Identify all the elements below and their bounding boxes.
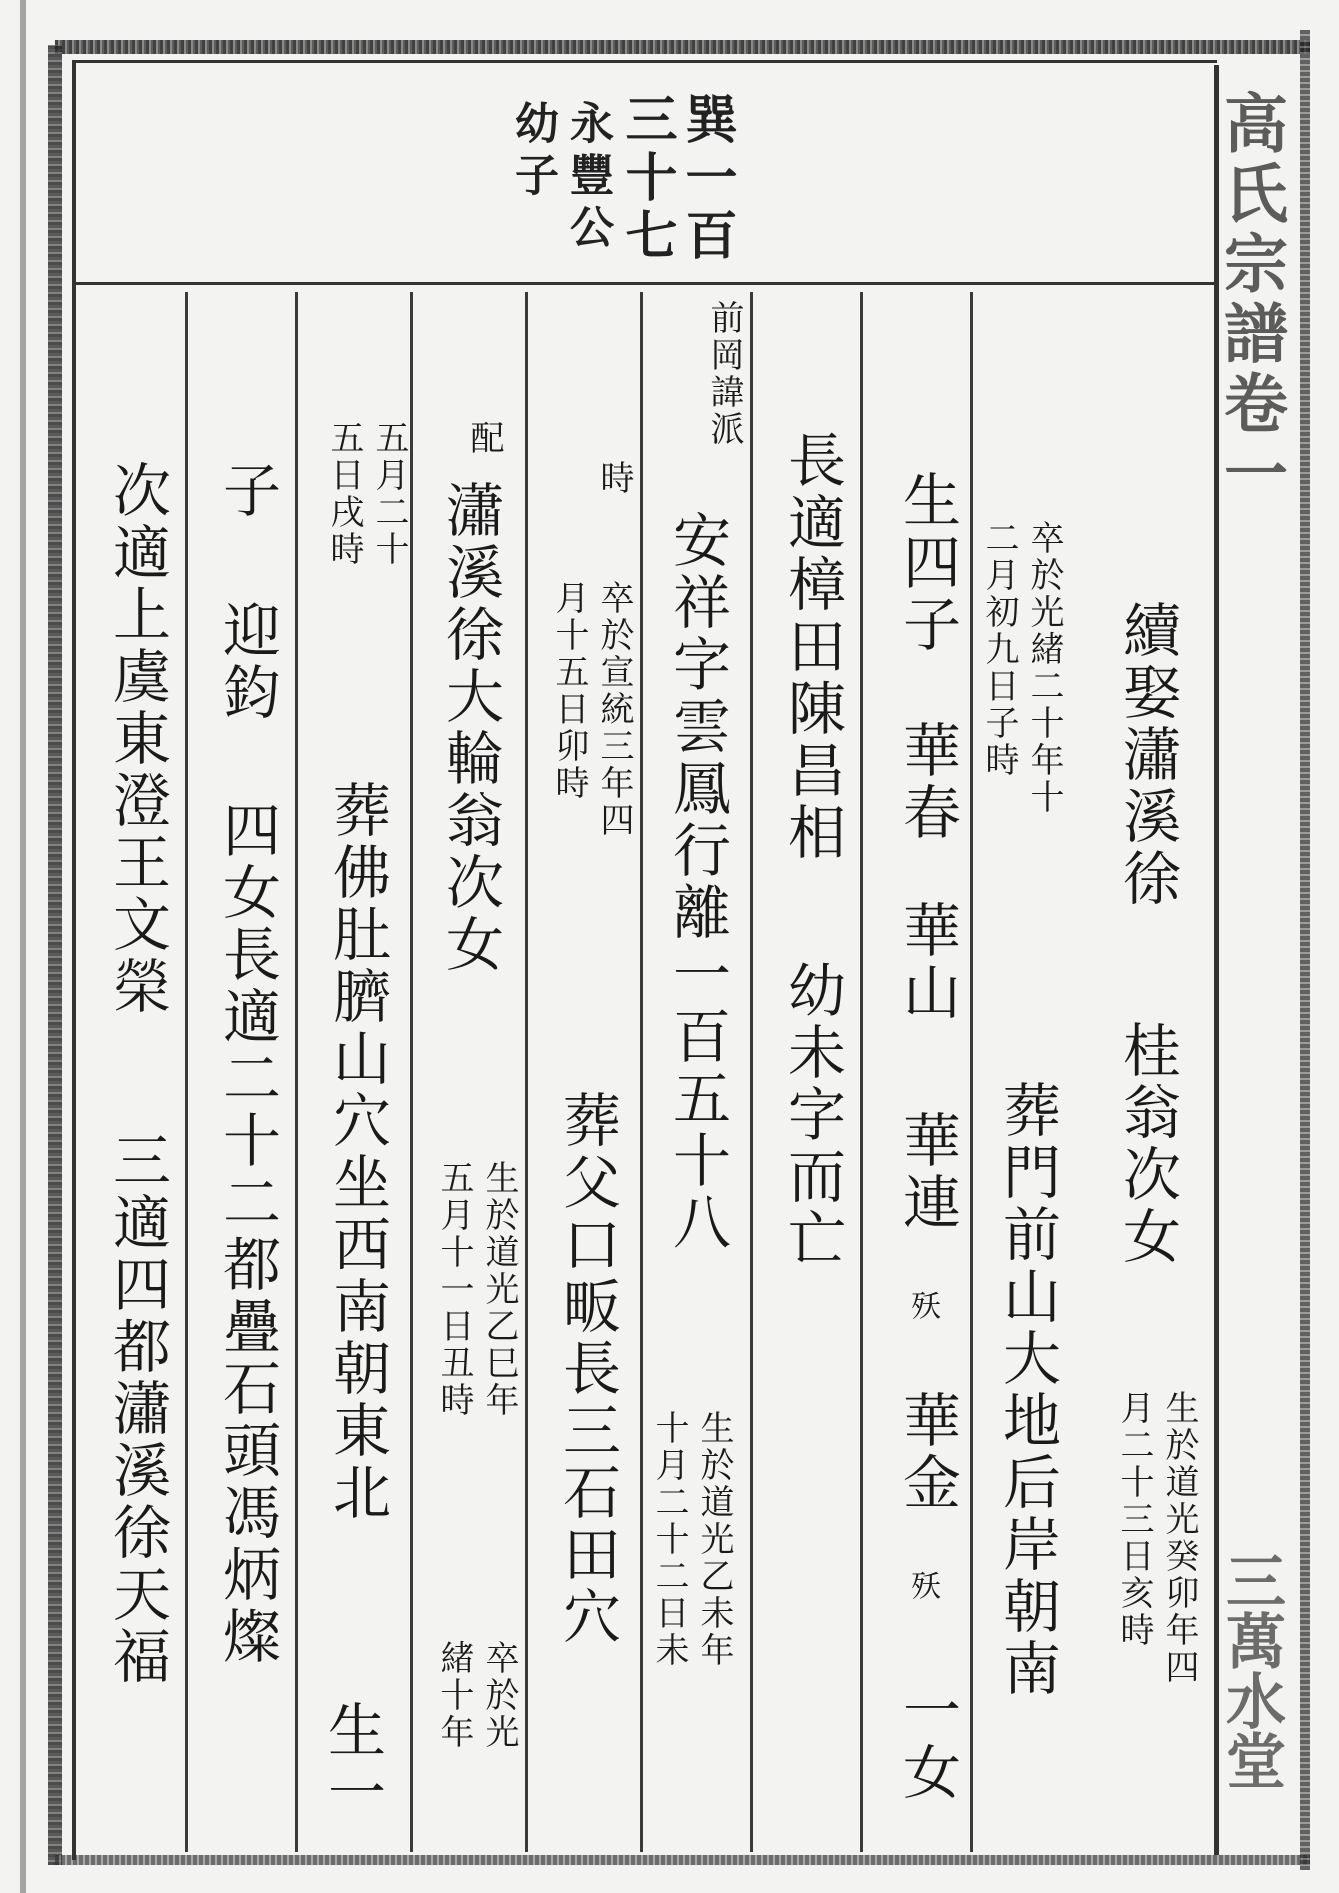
col8-note2: 五日戌時 <box>324 420 364 568</box>
col3-item1: 華春 <box>893 720 961 844</box>
top-rule <box>72 60 1217 63</box>
column-rule <box>185 292 188 1852</box>
col2-note1: 卒於光緒二十年十 <box>1024 520 1064 816</box>
col9-main2: 迎鈞 <box>213 600 281 724</box>
col9-main: 子 <box>213 460 281 522</box>
col5-note2: 十月二十二日未 <box>649 1410 689 1669</box>
col9-main4: 生一 <box>318 1700 386 1824</box>
col1-main: 續娶瀟溪徐 <box>1113 600 1181 910</box>
margin-banner <box>1213 70 1300 1850</box>
column-rule <box>525 292 528 1852</box>
frame-left-border <box>48 45 62 1865</box>
header-line4: 幼子 <box>507 100 558 204</box>
col4-main: 長適樟田陳昌相 <box>778 430 846 864</box>
col3-item3: 華連 <box>893 1110 961 1234</box>
inner-left-rule <box>72 60 76 1860</box>
col8-main: 葬佛肚臍山穴坐西南朝東北 <box>323 780 391 1524</box>
col7-prefix: 配 <box>464 420 504 457</box>
col3-mark1: 殀 <box>905 1290 940 1322</box>
col6-note2: 卒於宣統三年四 <box>594 580 634 839</box>
col10-main2: 三適四都瀟溪徐天福 <box>103 1130 171 1688</box>
col6-note3: 月十五日卯時 <box>549 580 589 802</box>
banner-page-number: 三萬水堂 <box>1216 1550 1286 1790</box>
header-line3: 永豐公 <box>562 100 613 256</box>
col5-main: 安祥字雲鳳行離一百五十八 <box>663 510 731 1254</box>
col8-note1: 五月二十 <box>369 420 409 568</box>
frame-bottom-border <box>55 1855 1310 1865</box>
col9-main3: 四女長適二十二都疊石頭馮炳燦 <box>213 800 281 1668</box>
col10-main: 次適上虞東澄王文榮 <box>103 460 171 1018</box>
column-rule <box>640 292 643 1852</box>
book-spine-shadow <box>20 0 26 1893</box>
col6-main: 葬父口畈長三石田穴 <box>553 1090 621 1648</box>
column-rule <box>750 292 753 1852</box>
col1-main2: 桂翁次女 <box>1113 1020 1181 1268</box>
col3-item4: 華金 <box>893 1390 961 1514</box>
col3-item5: 一女 <box>893 1680 961 1804</box>
header-line1: 巽一百 <box>676 92 737 266</box>
header-divider-rule <box>72 282 1217 285</box>
col2-main: 葬門前山大地后岸朝南 <box>993 1080 1061 1700</box>
frame-right-border <box>1300 30 1310 1870</box>
col1-note1: 生於道光癸卯年四 <box>1159 1390 1199 1686</box>
column-rule <box>860 292 863 1852</box>
col5-note1: 生於道光乙未年 <box>694 1410 734 1669</box>
col7-note3: 卒於光 <box>479 1640 519 1751</box>
col6-note1: 時 <box>594 460 634 497</box>
frame-top-border <box>55 40 1310 54</box>
col7-note2: 五月十一日丑時 <box>434 1160 474 1419</box>
header-line2: 三十七 <box>616 92 677 266</box>
col3-mark2: 殀 <box>905 1570 940 1602</box>
col5-prefix: 前岡諱派 <box>704 300 744 448</box>
col7-main: 瀟溪徐大輪翁次女 <box>436 480 504 976</box>
col7-note4: 緒十年 <box>434 1640 474 1751</box>
column-rule <box>295 292 298 1852</box>
col3-main: 生四子 <box>893 470 961 656</box>
col3-item2: 華山 <box>893 900 961 1024</box>
column-rule <box>970 292 973 1852</box>
col1-note2: 月二十三日亥時 <box>1114 1390 1154 1649</box>
banner-title: 高氏宗譜卷一 <box>1213 90 1288 510</box>
col2-note2: 二月初九日子時 <box>979 520 1019 779</box>
col7-note1: 生於道光乙巳年 <box>479 1160 519 1419</box>
col4-main2: 幼未字而亡 <box>778 960 846 1270</box>
